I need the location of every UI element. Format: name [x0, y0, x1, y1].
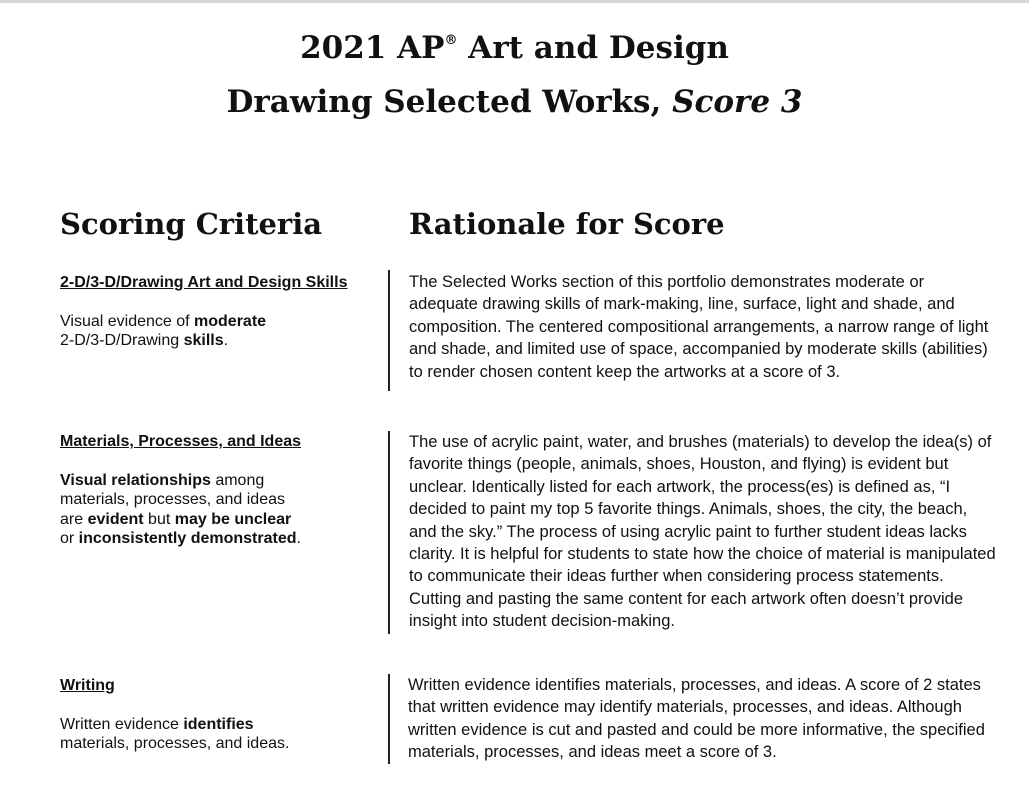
criteria-body: [60, 312, 360, 351]
criteria-text: materials, processes, and ideas: [60, 491, 285, 509]
page-top-border: [0, 0, 1029, 3]
criteria-text: Written evidence: [60, 715, 184, 733]
criteria-text: among: [210, 471, 265, 489]
registered-mark: ®: [444, 33, 458, 48]
criteria-emphasis: evident: [87, 510, 144, 528]
document-title-line2: [0, 84, 1029, 120]
rationale-materials: The use of acrylic paint, water, and brushes (materials) to develop the idea(s) of favorite things (people, animals, shoes, Houston, and flying) is evident but unclear. Identically listed for each artwork, the process(es) is defined as, “I decided to paint my top 5 favorite things. Animals, shoes, the city, the beach, and the sky.” The process of using acrylic paint to further student ideas lacks clarity. It is helpful for students to state how the choice of material is manipulated to communicate their ideas further when considering process statements. Cutting and pasting the same content for each artwork often doesn’t provide insight into student decision-making.: [409, 433, 996, 631]
criteria-skills: [60, 273, 360, 351]
rationale-skills: The Selected Works section of this portfolio demonstrates moderate or adequate drawing skills of mark-making, line, surface, light and shade, and composition. The centered compositional arrangements, a narrow range of light and shade, and limited use of space, accompanied by moderate skills (abilities) to render chosen content keep the artworks at a score of 3.: [409, 273, 989, 381]
criteria-text: .: [223, 332, 229, 350]
criteria-title: Materials, Processes, and Ideas: [60, 433, 302, 450]
criteria-text: 2-D/3-D/Drawing: [60, 332, 184, 350]
criteria-title: 2-D/3-D/Drawing Art and Design Skills: [60, 274, 348, 291]
title-drawing-works: Drawing Selected Works,: [226, 84, 673, 120]
criteria-emphasis: may be unclear: [174, 510, 292, 528]
criteria-text: or: [60, 530, 79, 548]
rationale-writing: Written evidence identifies materials, processes, and ideas. A score of 2 states that written evidence may identify materials, processes, and ideas. Although written evidence is cut and pasted and could be more informative, the specified materials, processes, and ideas meet a score of 3.: [408, 676, 985, 762]
criteria-materials: [60, 432, 360, 549]
criteria-text: are: [60, 510, 88, 528]
section-divider: [388, 270, 390, 391]
criteria-text: Visual evidence of: [60, 312, 195, 330]
rationale-heading: Rationale for Score: [409, 207, 725, 241]
criteria-body: [60, 471, 360, 549]
criteria-emphasis: skills: [183, 332, 224, 350]
criteria-body: [60, 715, 360, 754]
section-divider: [388, 674, 390, 764]
title-score: Score 3: [672, 84, 803, 120]
section-divider: [388, 431, 390, 634]
title-ap-year: 2021 AP: [300, 30, 445, 66]
criteria-emphasis: moderate: [194, 312, 267, 330]
scoring-criteria-heading: Scoring Criteria: [60, 207, 323, 241]
criteria-emphasis: inconsistently demonstrated: [78, 530, 297, 548]
title-art-design: Art and Design: [457, 30, 729, 66]
criteria-text: but: [143, 510, 175, 528]
criteria-writing: [60, 676, 360, 754]
document-title-line1: [0, 30, 1029, 66]
criteria-title: Writing: [60, 677, 115, 694]
criteria-emphasis: Visual relationships: [60, 471, 211, 489]
criteria-text: .: [296, 530, 301, 548]
criteria-emphasis: identifies: [183, 715, 254, 733]
criteria-text: materials, processes, and ideas.: [60, 735, 290, 753]
